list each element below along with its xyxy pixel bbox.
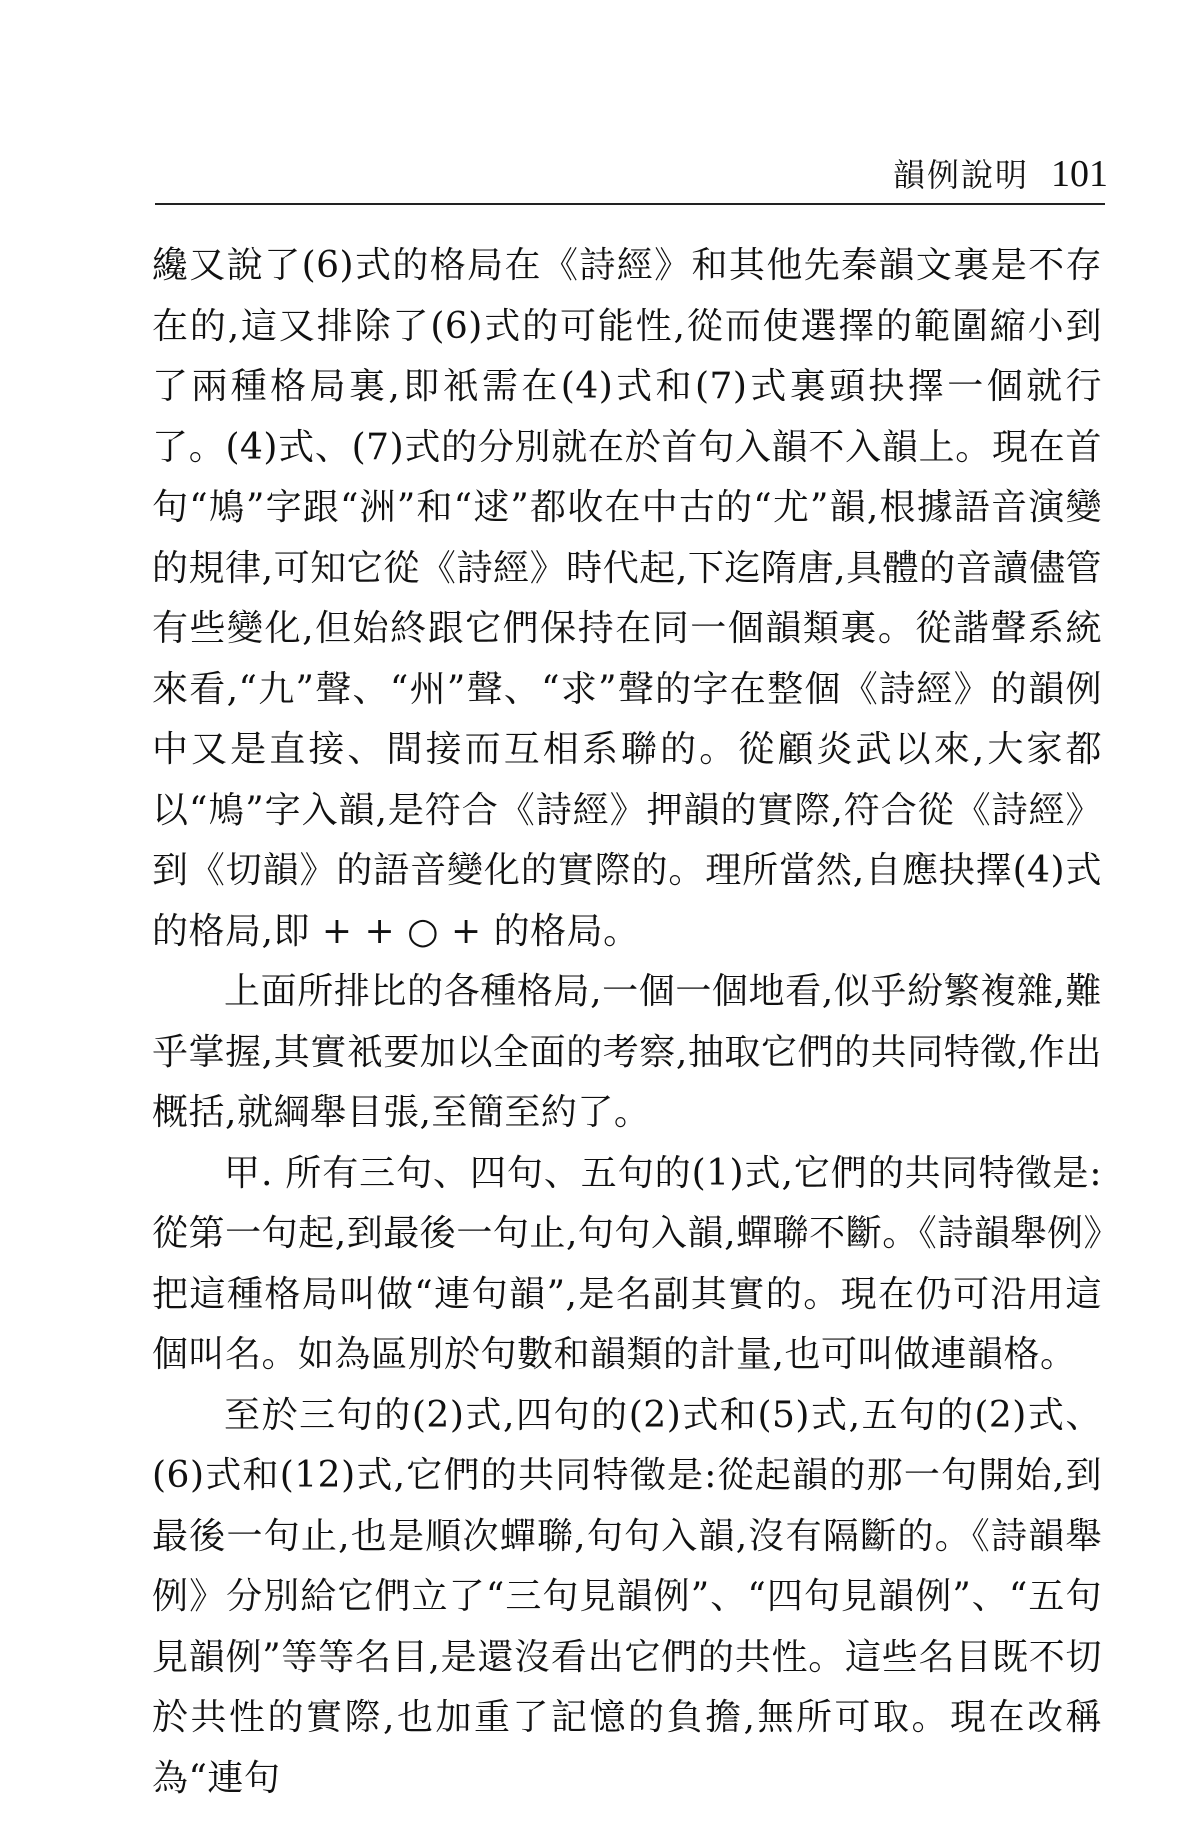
paragraph: 上面所排比的各種格局,一個一個地看,似乎紛繁複雜,難乎掌握,其實衹要加以全面的考察,抽取它們的共同特徵,作出概括,就綱舉目張,至簡至約了。 bbox=[152, 971, 1102, 1133]
running-header bbox=[893, 150, 1108, 196]
page-number: 101 bbox=[1051, 153, 1108, 195]
paragraph-continued: 纔又說了(6)式的格局在《詩經》和其他先秦韻文裏是不存在的,這又排除了(6)式的可能性,從而使選擇的範圍縮小到了兩種格局裏,即衹需在(4)式和(7)式裏頭抉擇一個就行了。(4)式、(7)式的分別就在於首句入韻不入韻上。現在首句“鳩”字跟“洲”和“逑”都收在中古的“尤”韻,根據語音演變的規律,可知它從《詩經》時代起,下迄隋唐,具體的音讀儘管有些變化,但始終跟它們保持在同一個韻類裏。從諧聲系統來看,“九”聲、“州”聲、“求”聲的字在整個《詩經》的韻例中又是直接、間接而互相系聯的。從顧炎武以來,大家都以“鳩”字入韻,是符合《詩經》押韻的實際,符合從《詩經》到《切韻》的語音變化的實際的。理所當然,自應抉擇(4)式的格局,即 + + ○ + 的格局。 bbox=[152, 245, 1102, 952]
paragraph-item-jia: 甲. 所有三句、四句、五句的(1)式,它們的共同特徵是:從第一句起,到最後一句止,句句入韻,蟬聯不斷。《詩韻舉例》把這種格局叫做“連句韻”,是名副其實的。現在仍可沿用這個叫名。如為區別於句數和韻類的計量,也可叫做連韻格。 bbox=[152, 1152, 1102, 1375]
paragraph: 至於三句的(2)式,四句的(2)式和(5)式,五句的(2)式、(6)式和(12)式,它們的共同特徵是:從起韻的那一句開始,到最後一句止,也是順次蟬聯,句句入韻,沒有隔斷的。《詩韻舉例》分別給它們立了“三句見韻例”、“四句見韻例”、“五句見韻例”等等名目,是還沒看出它們的共性。這些名目既不切於共性的實際,也加重了記憶的負擔,無所可取。現在改稱為“連句 bbox=[152, 1394, 1102, 1799]
header-rule bbox=[155, 203, 1105, 205]
running-header-title: 韻例說明 bbox=[892, 156, 1029, 194]
body-text bbox=[152, 236, 1102, 1809]
